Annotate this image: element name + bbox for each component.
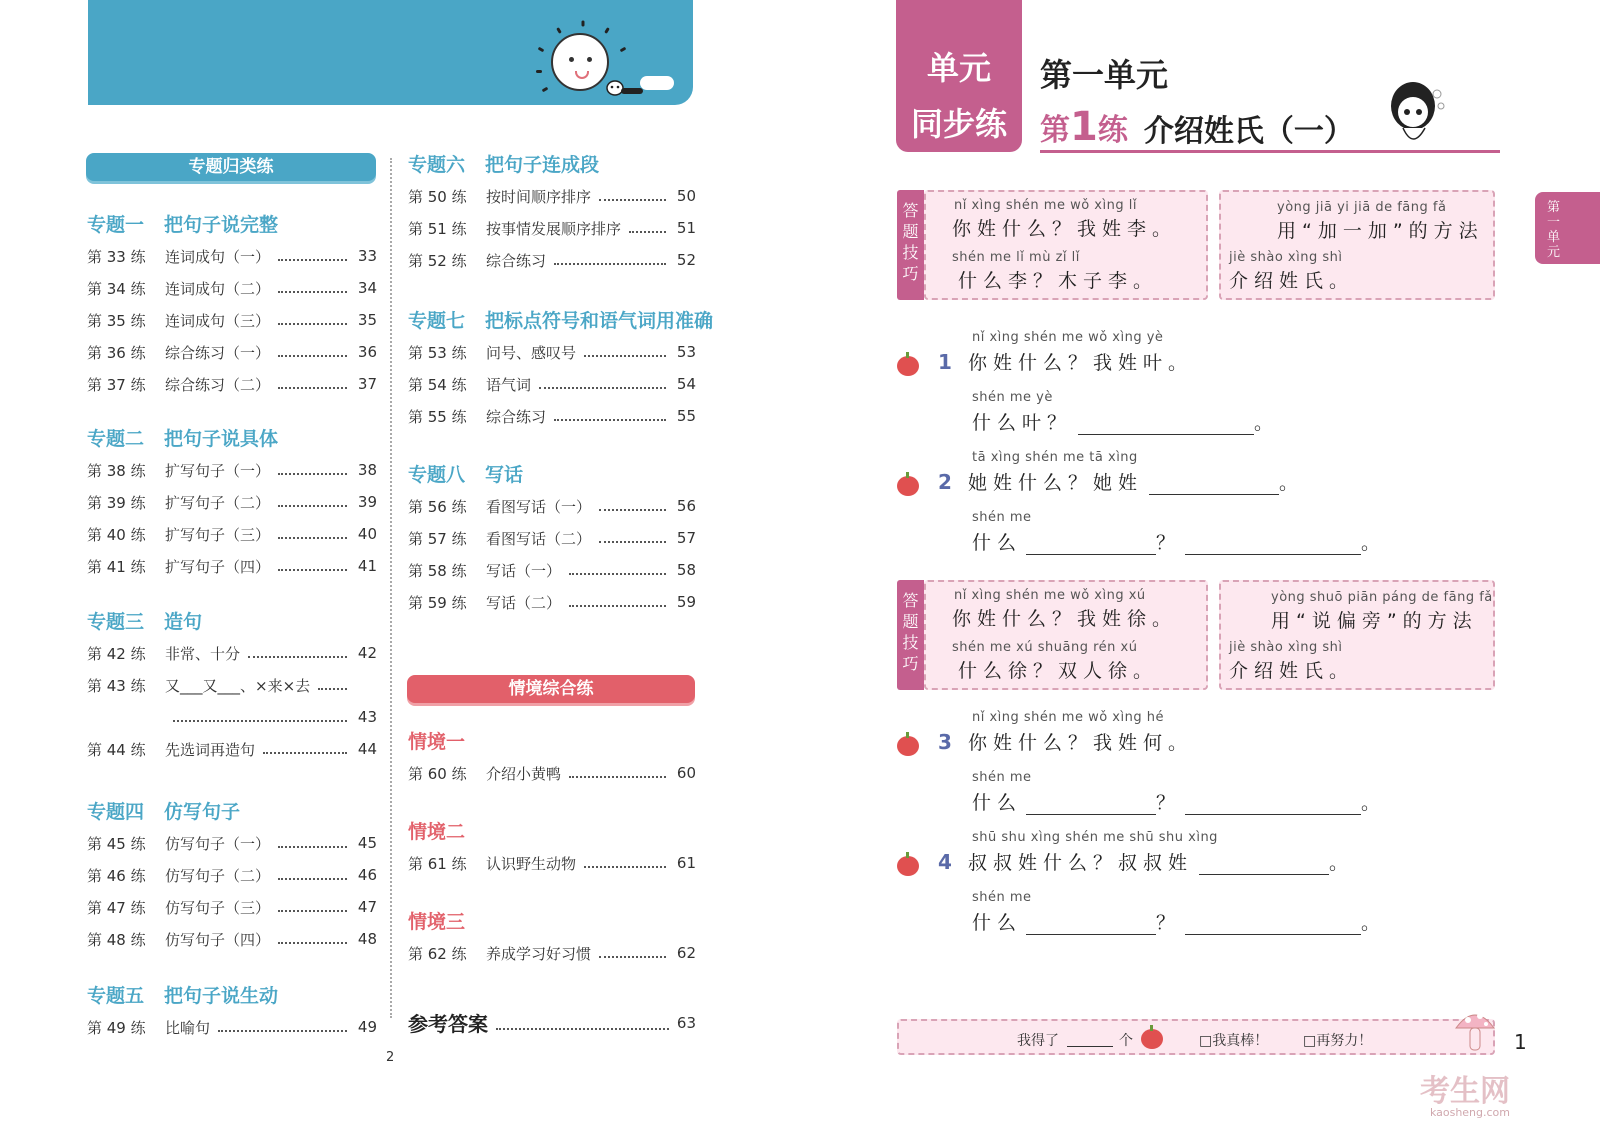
pinyin-line: jiè shào xìng shì (1229, 640, 1343, 655)
pinyin-line: shén me (972, 770, 1032, 785)
toc-row[interactable] (408, 559, 696, 581)
answers-page: 63 (676, 1013, 696, 1032)
question-number: 4 (938, 850, 952, 874)
try-checkbox[interactable]: □再努力！ (1303, 1033, 1373, 1049)
pinyin-line: nǐ xìng shén me wǒ xìng hé (972, 710, 1164, 725)
question-text: 什么叶？ (972, 412, 1073, 434)
page-ref: 49 (357, 1018, 377, 1036)
count-blank[interactable] (1067, 1029, 1113, 1047)
lesson-underline (1040, 150, 1500, 153)
lesson-title: 比喻句 (165, 1018, 211, 1037)
girl-illustration (1385, 76, 1445, 150)
pinyin-line: nǐ xìng shén me wǒ xìng xú (954, 588, 1146, 603)
watermark-text: 考生网 (1420, 1074, 1510, 1109)
question-text: 什么 (972, 532, 1023, 554)
lesson-title-bar (1040, 104, 1354, 150)
answer-blank[interactable] (1026, 915, 1156, 935)
lesson-number: 第 39 练 (87, 493, 146, 512)
leader-dots (584, 355, 666, 357)
pinyin-line: yòng shuō piān páng de fāng fǎ (1271, 590, 1493, 605)
scene-heading: 情境一 (408, 731, 466, 753)
hanzi-line (968, 728, 1193, 755)
lesson-title: 先选词再造句 (165, 740, 256, 759)
leader-dots (278, 473, 347, 475)
self-evaluation-bar (897, 1019, 1495, 1055)
page-ref: 58 (676, 561, 696, 579)
leader-dots (539, 387, 666, 389)
toc-row[interactable] (87, 245, 377, 267)
lesson-title: 看图写话（二） (486, 529, 592, 548)
tip-card-example (924, 580, 1208, 690)
lesson-title: 写话（一） (486, 561, 562, 580)
leader-dots (278, 846, 347, 848)
hanzi-line: 你姓什么？我姓李。 (952, 218, 1178, 240)
pinyin-line: shén me xú shuāng rén xú (952, 640, 1138, 655)
lesson-number: 第 46 练 (87, 866, 146, 885)
toc-row[interactable] (87, 459, 377, 481)
lesson-number: 第 60 练 (408, 764, 467, 783)
leader-dots (584, 866, 666, 868)
pinyin-line: nǐ xìng shén me wǒ xìng yè (972, 330, 1164, 345)
period: 。 (1279, 472, 1305, 494)
lesson-title: 扩写句子（一） (165, 461, 271, 480)
lesson-number: 第 52 练 (408, 251, 467, 270)
toc-row[interactable] (87, 642, 377, 664)
toc-row[interactable] (87, 523, 377, 545)
unit-label: 个 (1119, 1033, 1133, 1049)
lesson-title: 问号、感叹号 (486, 343, 577, 362)
leader-dots (599, 541, 666, 543)
apple-icon (897, 856, 919, 876)
topic-heading (408, 306, 713, 333)
lesson-title: 按事情发展顺序排序 (486, 219, 622, 238)
page-ref: 34 (357, 279, 377, 297)
pinyin-line: shén me lǐ mù zǐ lǐ (952, 250, 1080, 265)
toc-row[interactable] (408, 852, 696, 874)
toc-row[interactable] (408, 762, 696, 784)
leader-dots (278, 355, 347, 357)
lesson-title: 看图写话（一） (486, 497, 592, 516)
leader-dots (278, 942, 347, 944)
period: 。 (1361, 532, 1387, 554)
tip-label (897, 580, 924, 690)
apple-icon (897, 356, 919, 376)
lesson-title: 扩写句子（四） (165, 557, 271, 576)
lesson-number: 第 37 练 (87, 375, 146, 394)
toc-row[interactable] (408, 373, 696, 395)
page-ref: 33 (357, 247, 377, 265)
lesson-number: 第 43 练 (87, 676, 146, 695)
toc-row[interactable] (408, 405, 696, 427)
topic-heading (87, 797, 240, 824)
topic-number: 专题二 (87, 428, 145, 450)
page-ref: 42 (357, 644, 377, 662)
unit-block-line1: 单元 (926, 49, 991, 87)
watermark-url: kaosheng.com (1429, 1106, 1510, 1119)
lesson-number: 第 49 练 (87, 1018, 146, 1037)
great-checkbox[interactable]: □我真棒！ (1199, 1033, 1269, 1049)
lesson-title: 综合练习 (486, 407, 547, 426)
topic-name: 把句子说生动 (164, 985, 279, 1007)
leader-dots (278, 387, 347, 389)
topic-number: 专题六 (408, 154, 466, 176)
apple-icon (897, 476, 919, 496)
lesson-title: 连词成句（三） (165, 311, 271, 330)
lesson-number: 第 53 练 (408, 343, 467, 362)
special-practice-header: 专题归类练 (86, 153, 376, 181)
toc-row[interactable] (87, 832, 377, 854)
lesson-number: 第 41 练 (87, 557, 146, 576)
hanzi-line: 什么李？木子李。 (958, 270, 1159, 292)
tip-label-text: 答题技巧 (902, 591, 919, 673)
toc-row[interactable] (87, 706, 377, 728)
hanzi-line: 介绍姓氏。 (1229, 660, 1355, 682)
lesson-title: 综合练习（二） (165, 375, 271, 394)
sun-illustration (551, 33, 609, 91)
leader-dots (218, 1030, 347, 1032)
question-text: 什么 (972, 912, 1023, 934)
apple-icon (897, 736, 919, 756)
sun-ray (582, 21, 585, 27)
hanzi-line (972, 408, 1279, 435)
topic-number: 专题八 (408, 464, 466, 486)
page-ref: 38 (357, 461, 377, 479)
toc-row[interactable] (87, 674, 377, 696)
page-ref: 36 (357, 343, 377, 361)
question-mark: ？ (1156, 912, 1182, 934)
topic-name: 把句子说具体 (164, 428, 279, 450)
page-ref: 54 (676, 375, 696, 393)
page-ref: 37 (357, 375, 377, 393)
pinyin-line: yòng jiā yi jiā de fāng fǎ (1277, 200, 1447, 215)
lesson-title: 连词成句（二） (165, 279, 271, 298)
page-ref: 50 (676, 187, 696, 205)
leader-dots (278, 910, 347, 912)
lesson-title: 写话（二） (486, 593, 562, 612)
answer-blank[interactable] (1185, 795, 1361, 815)
tip-card-method (1219, 190, 1495, 300)
page-ref: 53 (676, 343, 696, 361)
answer-tip-box-1 (897, 190, 1495, 300)
topic-heading (408, 460, 523, 487)
page-ref: 60 (676, 764, 696, 782)
lesson-title: 综合练习 (486, 251, 547, 270)
topic-number: 专题一 (87, 214, 145, 236)
topic-number: 专题三 (87, 611, 145, 633)
lesson-number: 第 58 练 (408, 561, 467, 580)
topic-heading (87, 424, 278, 451)
page-ref: 46 (357, 866, 377, 884)
topic-heading (87, 210, 278, 237)
hanzi-line: 介绍姓氏。 (1229, 270, 1355, 292)
lesson-title: 扩写句子（三） (165, 525, 271, 544)
scene-heading: 情境三 (408, 911, 466, 933)
lesson-number: 第 33 练 (87, 247, 146, 266)
lesson-number: 第 36 练 (87, 343, 146, 362)
lesson-badge (1040, 104, 1128, 150)
lesson-number: 第 35 练 (87, 311, 146, 330)
unit-block-line2: 同步练 (910, 105, 1007, 143)
lesson-number: 第 34 练 (87, 279, 146, 298)
topic-heading (408, 150, 599, 177)
lesson-title: 扩写句子（二） (165, 493, 271, 512)
tip-label-text: 答题技巧 (902, 201, 919, 283)
page-ref: 62 (676, 944, 696, 962)
leader-dots (599, 199, 666, 201)
lesson-suffix: 练 (1097, 113, 1128, 148)
pinyin-line: jiè shào xìng shì (1229, 250, 1343, 265)
hanzi-line: 用“说偏旁”的方法 (1271, 610, 1478, 632)
question-mark: ？ (1156, 532, 1182, 554)
leader-dots (569, 605, 666, 607)
page-ref: 61 (676, 854, 696, 872)
scene-heading: 情境二 (408, 821, 466, 843)
toc-row[interactable] (87, 555, 377, 577)
lesson-number: 第 56 练 (408, 497, 467, 516)
question-mark: ？ (1156, 792, 1182, 814)
page-ref: 44 (357, 740, 377, 758)
page-ref: 41 (357, 557, 377, 575)
tip-card-example (924, 190, 1208, 300)
lesson-number: 第 51 练 (408, 219, 467, 238)
lesson-number: 第 48 练 (87, 930, 146, 949)
lesson-prefix: 第 (1040, 113, 1070, 148)
page-ref: 40 (357, 525, 377, 543)
page-ref: 48 (357, 930, 377, 948)
toc-row[interactable] (408, 217, 696, 239)
leader-dots (173, 720, 347, 722)
lesson-number: 第 57 练 (408, 529, 467, 548)
page-number-right: 1 (1514, 1030, 1527, 1054)
toc-row[interactable] (408, 185, 696, 207)
toc-answers-row[interactable] (408, 1008, 696, 1037)
lesson-title: 又___又___、×来×去 (165, 676, 311, 695)
lesson-number: 第 42 练 (87, 644, 146, 663)
page-ref: 55 (676, 407, 696, 425)
period: 。 (1254, 412, 1280, 434)
leader-dots (263, 752, 347, 754)
toc-row[interactable] (87, 277, 377, 299)
page-ref: 43 (357, 708, 377, 726)
unit-side-tab[interactable] (1535, 192, 1600, 264)
lesson-number: 第 61 练 (408, 854, 467, 873)
toc-row[interactable] (87, 341, 377, 363)
answer-blank[interactable] (1078, 415, 1254, 435)
hanzi-line: 你姓什么？我姓徐。 (952, 608, 1178, 630)
scene-practice-header: 情境综合练 (407, 675, 695, 703)
topic-heading (87, 607, 202, 634)
lesson-number: 第 54 练 (408, 375, 467, 394)
topic-name: 把句子连成段 (485, 154, 600, 176)
hanzi-line (968, 468, 1304, 495)
lesson-number: 第 38 练 (87, 461, 146, 480)
topic-name: 仿写句子 (164, 801, 241, 823)
question-text: 你姓什么？我姓何。 (968, 732, 1194, 754)
period: 。 (1361, 792, 1387, 814)
toc-row[interactable] (87, 491, 377, 513)
toc-row[interactable] (87, 864, 377, 886)
leader-dots (629, 231, 666, 233)
hanzi-line (968, 848, 1354, 875)
pinyin-line: shén me (972, 890, 1032, 905)
question-text: 她姓什么？她姓 (968, 472, 1144, 494)
mushroom-icon (1452, 1006, 1498, 1056)
leader-dots (569, 776, 666, 778)
leader-dots (496, 1028, 669, 1030)
toc-row[interactable] (408, 591, 696, 613)
lesson-title: 仿写句子（三） (165, 898, 271, 917)
leader-dots (278, 259, 347, 261)
hanzi-line: 用“加一加”的方法 (1277, 220, 1484, 242)
hanzi-line (972, 528, 1386, 555)
pinyin-line: shén me yè (972, 390, 1053, 405)
page-ref: 56 (676, 497, 696, 515)
pinyin-line: shén me (972, 510, 1032, 525)
page-ref: 39 (357, 493, 377, 511)
leader-dots (278, 569, 347, 571)
toc-row[interactable] (87, 1016, 377, 1038)
period: 。 (1361, 912, 1387, 934)
hanzi-line: 什么徐？双人徐。 (958, 660, 1159, 682)
got-label: 我得了 (1017, 1033, 1059, 1049)
lesson-title: 连词成句（一） (165, 247, 271, 266)
leader-dots (278, 537, 347, 539)
question-number: 1 (938, 350, 952, 374)
side-tab-label: 第一单元 (1547, 200, 1561, 260)
lesson-title: 综合练习（一） (165, 343, 271, 362)
topic-heading (87, 981, 278, 1008)
topic-name: 造句 (164, 611, 203, 633)
question-text: 你姓什么？我姓叶。 (968, 352, 1194, 374)
toc-row[interactable] (408, 527, 696, 549)
lesson-title: 认识野生动物 (486, 854, 577, 873)
toc-row[interactable] (408, 495, 696, 517)
lesson-title: 仿写句子（四） (165, 930, 271, 949)
answer-blank[interactable] (1026, 795, 1156, 815)
lesson-number: 第 59 练 (408, 593, 467, 612)
period: 。 (1329, 852, 1355, 874)
lesson-number: 第 47 练 (87, 898, 146, 917)
question-number: 2 (938, 470, 952, 494)
unit-sync-block (896, 0, 1022, 152)
answer-blank[interactable] (1149, 475, 1279, 495)
answer-blank[interactable] (1026, 535, 1156, 555)
topic-number: 专题五 (87, 985, 145, 1007)
lesson-number: 第 45 练 (87, 834, 146, 853)
leader-dots (554, 419, 666, 421)
pinyin-line: tā xìng shén me tā xìng (972, 450, 1138, 465)
leader-dots (318, 688, 347, 690)
answer-blank[interactable] (1199, 855, 1329, 875)
lesson-name: 介绍姓氏（一） (1143, 114, 1354, 149)
column-divider (390, 158, 392, 1018)
topic-number: 专题七 (408, 310, 466, 332)
topic-name: 把标点符号和语气词用准确 (485, 310, 714, 332)
leader-dots (554, 263, 666, 265)
page-ref: 35 (357, 311, 377, 329)
page-number-left: 2 (386, 1050, 395, 1065)
leader-dots (599, 956, 666, 958)
lesson-number: 第 50 练 (408, 187, 467, 206)
page-ref: 47 (357, 898, 377, 916)
toc-row[interactable] (87, 896, 377, 918)
leader-dots (569, 573, 666, 575)
topic-number: 专题四 (87, 801, 145, 823)
pinyin-line: shū shu xìng shén me shū shu xìng (972, 830, 1218, 845)
answer-blank[interactable] (1185, 535, 1361, 555)
page-ref: 57 (676, 529, 696, 547)
toc-row[interactable] (87, 309, 377, 331)
hanzi-line (968, 348, 1193, 375)
toc-row[interactable] (87, 738, 377, 760)
watermark-logo (1420, 1066, 1510, 1119)
answers-title: 参考答案 (408, 1012, 488, 1036)
lesson-title: 介绍小黄鸭 (486, 764, 562, 783)
unit-title: 第一单元 (1040, 56, 1169, 94)
toc-row[interactable] (87, 928, 377, 950)
question-text: 叔叔姓什么？叔叔姓 (968, 852, 1194, 874)
tip-card-method (1219, 580, 1495, 690)
answer-tip-box-2 (897, 580, 1495, 690)
leader-dots (278, 323, 347, 325)
lesson-title: 按时间顺序排序 (486, 187, 592, 206)
leader-dots (278, 878, 347, 880)
question-text: 什么 (972, 792, 1023, 814)
sun-ray (536, 70, 542, 73)
page-ref: 51 (676, 219, 696, 237)
leader-dots (278, 505, 347, 507)
topic-name: 写话 (485, 464, 524, 486)
page-ref: 59 (676, 593, 696, 611)
pinyin-line: nǐ xìng shén me wǒ xìng lǐ (954, 198, 1137, 213)
toc-row[interactable] (408, 341, 696, 363)
lesson-number: 第 55 练 (408, 407, 467, 426)
page-ref: 52 (676, 251, 696, 269)
apple-icon (1141, 1029, 1163, 1049)
hanzi-line (972, 788, 1386, 815)
lesson-title: 养成学习好习惯 (486, 944, 592, 963)
leader-dots (278, 291, 347, 293)
lesson-title: 仿写句子（一） (165, 834, 271, 853)
leader-dots (599, 509, 666, 511)
toc-row[interactable] (87, 373, 377, 395)
toc-row[interactable] (408, 942, 696, 964)
lesson-title: 语气词 (486, 375, 532, 394)
lesson-number: 第 62 练 (408, 944, 467, 963)
lesson-title: 非常、十分 (165, 644, 241, 663)
hanzi-line (972, 908, 1386, 935)
lesson-number: 第 44 练 (87, 740, 146, 759)
page-ref: 45 (357, 834, 377, 852)
question-number: 3 (938, 730, 952, 754)
leader-dots (248, 656, 347, 658)
lesson-number: 第 40 练 (87, 525, 146, 544)
lesson-number: 1 (1070, 104, 1098, 150)
topic-name: 把句子说完整 (164, 214, 279, 236)
cat-illustration (603, 78, 647, 100)
lesson-title: 仿写句子（二） (165, 866, 271, 885)
toc-row[interactable] (408, 249, 696, 271)
answer-blank[interactable] (1185, 915, 1361, 935)
tip-label (897, 190, 924, 300)
